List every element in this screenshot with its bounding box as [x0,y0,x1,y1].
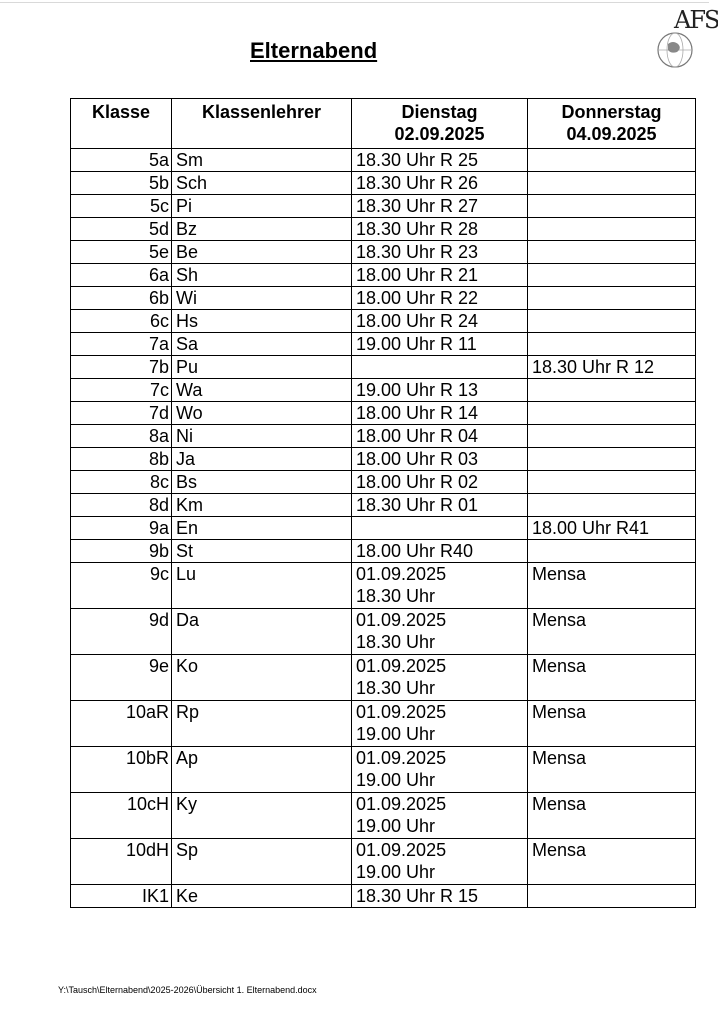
school-logo [648,4,718,74]
donnerstag-line: Mensa [532,840,587,860]
dienstag-line: 01.09.2025 [356,610,447,630]
dienstag-line: 18.00 Uhr R 04 [356,426,479,446]
cell-donnerstag [528,264,696,287]
cell-donnerstag [528,839,696,885]
donnerstag-line: Mensa [532,702,587,722]
table-row [71,264,696,287]
header-donnerstag-date: 04.09.2025 [566,124,657,144]
cell-dienstag [352,241,528,264]
cell-donnerstag [528,517,696,540]
header-dienstag-date: 02.09.2025 [394,124,485,144]
dienstag-line: 19.00 Uhr [356,770,436,790]
cell-klassenlehrer: Bs [172,471,352,494]
donnerstag-line: 18.30 Uhr R 12 [532,357,655,377]
donnerstag-line: 18.00 Uhr R41 [532,518,650,538]
table-row [71,563,696,609]
dienstag-line: 19.00 Uhr R 13 [356,380,479,400]
table-row [71,172,696,195]
header-klasse: Klasse [71,99,172,149]
dienstag-line: 19.00 Uhr [356,862,436,882]
table-row [71,195,696,218]
cell-donnerstag [528,885,696,908]
header-dienstag [352,99,528,149]
cell-dienstag [352,425,528,448]
header-donnerstag-day: Donnerstag [561,102,662,122]
cell-donnerstag [528,471,696,494]
cell-klasse: 6c [71,310,172,333]
table-row [71,540,696,563]
table-row [71,517,696,540]
cell-klassenlehrer: Ni [172,425,352,448]
cell-donnerstag [528,494,696,517]
table-row [71,425,696,448]
cell-klassenlehrer: Sm [172,149,352,172]
table-row [71,494,696,517]
table-row [71,701,696,747]
cell-dienstag [352,310,528,333]
cell-klasse: 10cH [71,793,172,839]
cell-dienstag [352,655,528,701]
dienstag-line: 18.00 Uhr R 21 [356,265,479,285]
table-row [71,448,696,471]
cell-donnerstag [528,540,696,563]
cell-klassenlehrer: Ap [172,747,352,793]
cell-klassenlehrer: Be [172,241,352,264]
table-row [71,609,696,655]
donnerstag-line: Mensa [532,656,587,676]
cell-donnerstag [528,172,696,195]
table-row [71,287,696,310]
cell-klasse: 5d [71,218,172,241]
dienstag-line: 18.00 Uhr R 22 [356,288,479,308]
dienstag-line: 18.30 Uhr R 28 [356,219,479,239]
donnerstag-line: Mensa [532,610,587,630]
cell-klasse: 10dH [71,839,172,885]
cell-klasse: 9e [71,655,172,701]
header-dienstag-day: Dienstag [401,102,478,122]
cell-klasse: 8c [71,471,172,494]
cell-klasse: 5b [71,172,172,195]
dienstag-line: 19.00 Uhr [356,724,436,744]
dienstag-line: 18.30 Uhr [356,586,436,606]
cell-dienstag [352,149,528,172]
cell-donnerstag [528,310,696,333]
cell-dienstag [352,839,528,885]
cell-dienstag [352,471,528,494]
cell-klassenlehrer: Ke [172,885,352,908]
cell-dienstag [352,517,528,540]
dienstag-line: 18.30 Uhr [356,632,436,652]
cell-klasse: 9b [71,540,172,563]
dienstag-line: 01.09.2025 [356,702,447,722]
dienstag-line: 18.30 Uhr R 27 [356,196,479,216]
cell-donnerstag [528,402,696,425]
cell-klasse: IK1 [71,885,172,908]
cell-dienstag [352,264,528,287]
cell-klasse: 9d [71,609,172,655]
table-row [71,218,696,241]
dienstag-line: 18.30 Uhr R 26 [356,173,479,193]
table-row [71,379,696,402]
cell-dienstag [352,195,528,218]
header-donnerstag [528,99,696,149]
cell-klassenlehrer: Wi [172,287,352,310]
cell-klasse: 8a [71,425,172,448]
cell-klassenlehrer: Sh [172,264,352,287]
cell-dienstag [352,287,528,310]
cell-dienstag [352,448,528,471]
cell-dienstag [352,494,528,517]
cell-klasse: 6a [71,264,172,287]
cell-klasse: 7b [71,356,172,379]
table-row [71,747,696,793]
cell-klasse: 10aR [71,701,172,747]
cell-dienstag [352,885,528,908]
cell-donnerstag [528,747,696,793]
cell-donnerstag [528,379,696,402]
dienstag-line: 18.00 Uhr R40 [356,541,474,561]
cell-dienstag [352,540,528,563]
cell-klassenlehrer: Wa [172,379,352,402]
cell-klassenlehrer: Ja [172,448,352,471]
dienstag-line: 01.09.2025 [356,748,447,768]
table-row [71,356,696,379]
cell-donnerstag [528,425,696,448]
dienstag-line: 19.00 Uhr R 11 [356,334,477,354]
cell-klasse: 10bR [71,747,172,793]
cell-klassenlehrer: Pu [172,356,352,379]
cell-klasse: 9c [71,563,172,609]
table-row [71,471,696,494]
cell-dienstag [352,609,528,655]
cell-klasse: 5e [71,241,172,264]
cell-klassenlehrer: Pi [172,195,352,218]
donnerstag-line: Mensa [532,794,587,814]
table-row [71,655,696,701]
cell-klasse: 6b [71,287,172,310]
dienstag-line: 18.00 Uhr R 24 [356,311,479,331]
cell-klasse: 7c [71,379,172,402]
page-top-edge [0,2,709,3]
cell-dienstag [352,356,528,379]
dienstag-line: 18.30 Uhr [356,678,436,698]
table-row [71,241,696,264]
dienstag-line: 18.30 Uhr R 01 [356,495,479,515]
header-klassenlehrer: Klassenlehrer [172,99,352,149]
logo-text: AFS [674,6,718,34]
dienstag-line: 18.00 Uhr R 14 [356,403,479,423]
dienstag-line: 01.09.2025 [356,794,447,814]
dienstag-line: 01.09.2025 [356,840,447,860]
cell-klassenlehrer: St [172,540,352,563]
cell-klasse: 8d [71,494,172,517]
cell-dienstag [352,379,528,402]
dienstag-line: 18.30 Uhr R 15 [356,886,479,906]
cell-dienstag [352,747,528,793]
table-row [71,310,696,333]
cell-klassenlehrer: Sp [172,839,352,885]
cell-dienstag [352,172,528,195]
page-title: Elternabend [250,38,378,63]
table-row [71,149,696,172]
table-row [71,793,696,839]
cell-klassenlehrer: Hs [172,310,352,333]
cell-klassenlehrer: Sch [172,172,352,195]
cell-dienstag [352,701,528,747]
cell-klassenlehrer: Sa [172,333,352,356]
file-path-footer: Y:\Tausch\Elternabend\2025-2026\Übersicht 1. Elternabend.docx [58,985,317,995]
cell-donnerstag [528,195,696,218]
dienstag-line: 18.30 Uhr R 23 [356,242,479,262]
table-header-row [71,99,696,149]
dienstag-line: 01.09.2025 [356,564,447,584]
dienstag-line: 19.00 Uhr [356,816,436,836]
cell-donnerstag [528,563,696,609]
cell-dienstag [352,333,528,356]
table-row [71,885,696,908]
cell-klassenlehrer: Km [172,494,352,517]
cell-klassenlehrer: En [172,517,352,540]
cell-dienstag [352,218,528,241]
cell-klassenlehrer: Lu [172,563,352,609]
cell-klasse: 5a [71,149,172,172]
dienstag-line: 18.00 Uhr R 02 [356,472,479,492]
dienstag-line: 01.09.2025 [356,656,447,676]
cell-donnerstag [528,241,696,264]
donnerstag-line: Mensa [532,748,587,768]
cell-klasse: 9a [71,517,172,540]
cell-klasse: 7a [71,333,172,356]
cell-dienstag [352,402,528,425]
cell-dienstag [352,793,528,839]
elternabend-table [70,98,696,908]
cell-klassenlehrer: Da [172,609,352,655]
cell-donnerstag [528,218,696,241]
cell-donnerstag [528,333,696,356]
cell-klassenlehrer: Ko [172,655,352,701]
cell-klassenlehrer: Ky [172,793,352,839]
cell-donnerstag [528,448,696,471]
cell-klasse: 5c [71,195,172,218]
cell-donnerstag [528,793,696,839]
cell-donnerstag [528,701,696,747]
dienstag-line: 18.00 Uhr R 03 [356,449,479,469]
cell-klassenlehrer: Bz [172,218,352,241]
donnerstag-line: Mensa [532,564,587,584]
cell-klassenlehrer: Wo [172,402,352,425]
cell-donnerstag [528,149,696,172]
cell-klasse: 7d [71,402,172,425]
cell-donnerstag [528,287,696,310]
table-row [71,333,696,356]
cell-donnerstag [528,356,696,379]
table-row [71,402,696,425]
cell-klasse: 8b [71,448,172,471]
cell-dienstag [352,563,528,609]
dienstag-line: 18.30 Uhr R 25 [356,150,479,170]
cell-klassenlehrer: Rp [172,701,352,747]
cell-donnerstag [528,609,696,655]
cell-donnerstag [528,655,696,701]
table-row [71,839,696,885]
